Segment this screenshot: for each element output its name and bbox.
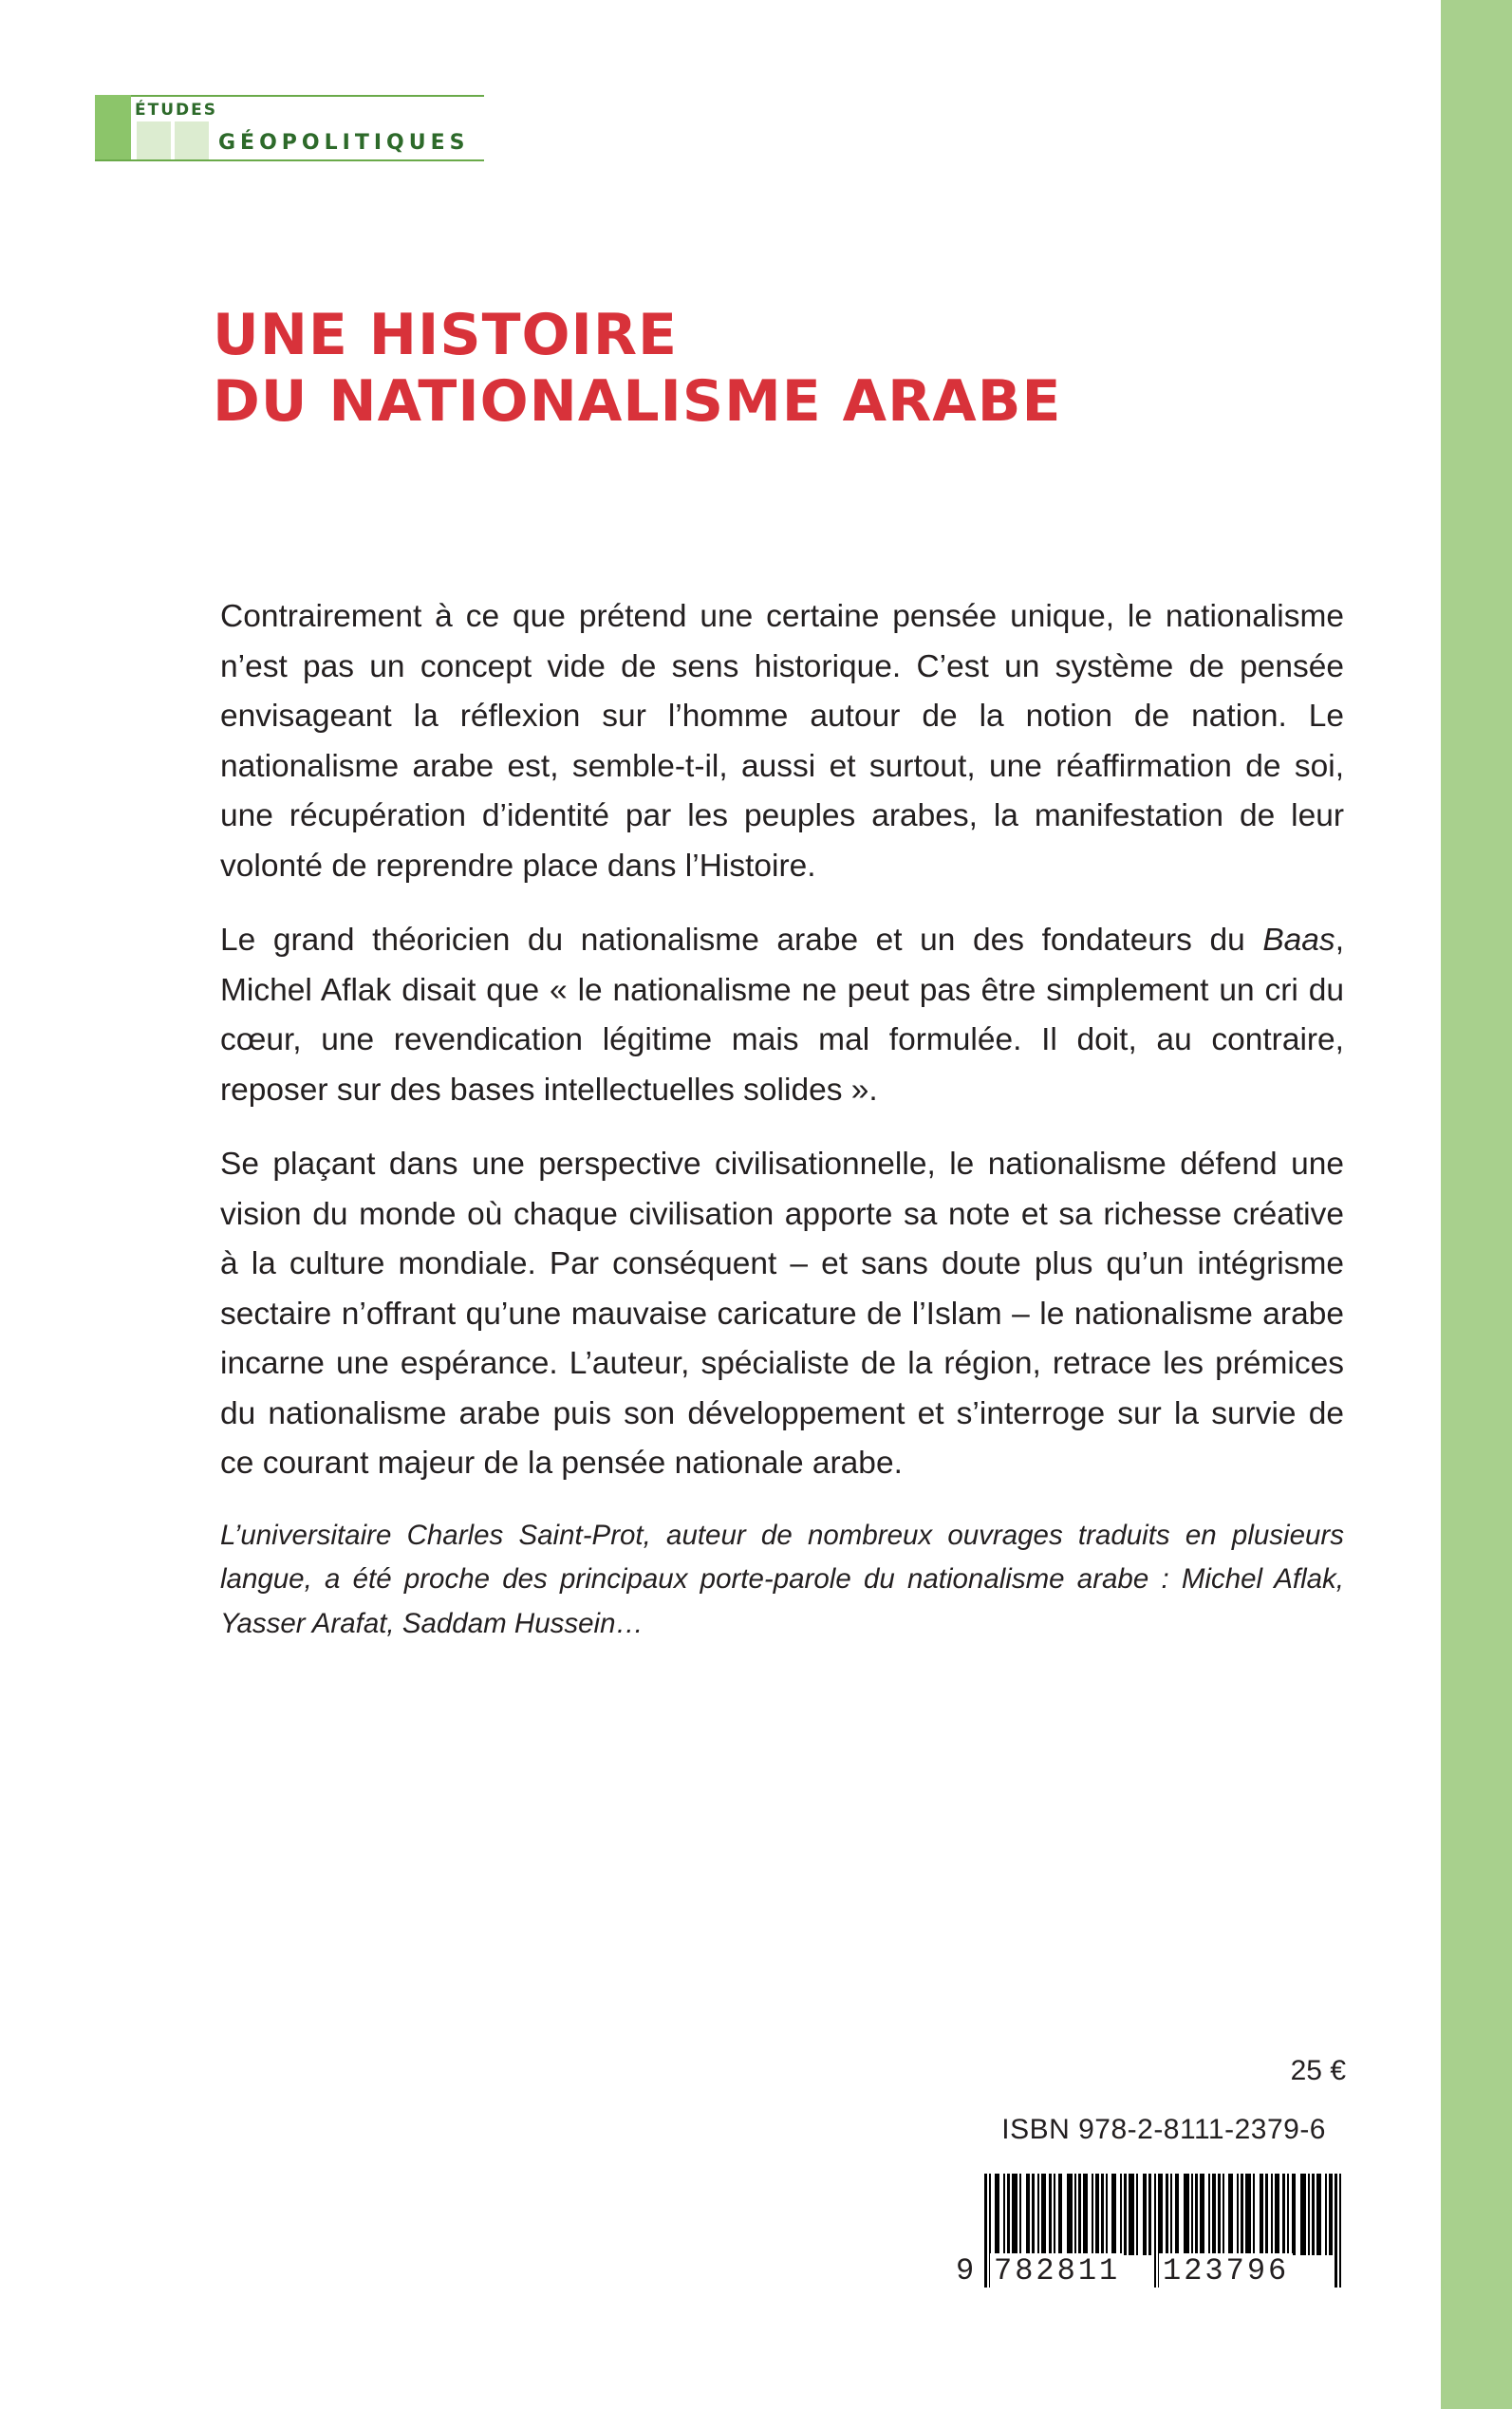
isbn-label: ISBN 978-2-8111-2379-6 — [1001, 2114, 1326, 2145]
barcode-bar — [1184, 2174, 1189, 2255]
barcode-bar — [1078, 2174, 1081, 2255]
barcode-bar — [1032, 2174, 1035, 2255]
barcode-bar — [1101, 2174, 1104, 2255]
barcode-bar — [1329, 2174, 1333, 2255]
barcode-bar — [1054, 2174, 1055, 2255]
barcode-bar — [1195, 2174, 1198, 2255]
series-name-line2: GÉOPOLITIQUES — [218, 131, 470, 155]
barcode-bar — [1129, 2174, 1134, 2255]
barcode-bar — [1003, 2174, 1005, 2255]
price-label: 25 € — [1290, 2055, 1346, 2086]
barcode-bar — [1300, 2174, 1306, 2255]
barcode-bar — [1237, 2174, 1239, 2255]
barcode-left-digits: 782811 — [990, 2253, 1124, 2288]
barcode-bar — [1245, 2174, 1251, 2255]
barcode-first-digit: 9 — [956, 2253, 978, 2288]
barcode-bar — [1316, 2174, 1321, 2255]
barcode-bar — [1223, 2174, 1224, 2255]
barcode-bar — [1292, 2174, 1296, 2255]
barcode-bar — [1124, 2174, 1127, 2255]
barcode-bar — [1175, 2174, 1179, 2255]
barcode-bar — [1170, 2174, 1172, 2255]
barcode-bar — [1191, 2174, 1193, 2255]
barcode-bar — [1143, 2174, 1147, 2255]
title-line-2: DU NATIONALISME ARABE — [213, 368, 1062, 435]
barcode-bar — [1260, 2174, 1263, 2255]
spine-color-band — [1441, 0, 1512, 2409]
barcode-bar — [1026, 2174, 1030, 2255]
barcode-bar — [1275, 2174, 1279, 2255]
barcode-bar — [1282, 2174, 1285, 2255]
blurb-paragraph-1: Contrairement à ce que prétend une certaine pensée unique, le nationalisme n’est pas un concept vide de sens historique. C’est un système de pensée envisageant la réflexion sur l’homme autour de la notion de nation. Le nationalisme arabe est, semble-t-il, aussi et surtout, une réaffirmation de soi, une récupération d’identité par les peuples arabes, la manifestation de leur volonté de reprendre place dans l’Histoire. — [220, 599, 1344, 884]
logo-block-light — [175, 121, 209, 159]
barcode-bar — [1041, 2174, 1046, 2255]
barcode-bar — [1208, 2174, 1210, 2255]
barcode-bar — [1092, 2174, 1093, 2255]
barcode-bar — [1308, 2174, 1310, 2255]
barcode-bar — [1074, 2174, 1076, 2255]
logo-rule-bottom — [95, 159, 484, 161]
barcode-bar — [1067, 2174, 1073, 2255]
logo-rule-top — [131, 95, 484, 97]
barcode-bar — [1136, 2174, 1138, 2255]
book-title — [213, 302, 1061, 435]
barcode-bar — [1148, 2174, 1151, 2255]
blurb-paragraph-2 — [220, 916, 1344, 1115]
barcode-bar — [1049, 2174, 1052, 2255]
logo-block-light — [137, 121, 171, 159]
barcode-bar — [1212, 2174, 1216, 2255]
barcode-bar — [1271, 2174, 1273, 2255]
series-logo — [95, 95, 484, 163]
barcode-bar — [1095, 2174, 1099, 2255]
barcode-bar — [1019, 2174, 1021, 2255]
barcode-bar — [1166, 2174, 1168, 2255]
barcode-bar — [1111, 2174, 1116, 2255]
barcode-digits — [952, 2253, 1349, 2288]
barcode-bar — [1228, 2174, 1233, 2255]
barcode-bar — [1106, 2174, 1108, 2255]
logo-block-dark — [95, 95, 131, 159]
barcode-bar — [1120, 2174, 1122, 2255]
barcode-bar — [1218, 2174, 1221, 2255]
barcode-right-digits: 123796 — [1159, 2253, 1293, 2288]
barcode-bar — [1058, 2174, 1062, 2255]
barcode-bar — [995, 2174, 999, 2255]
barcode-bar — [1253, 2174, 1255, 2255]
barcode-bar — [1287, 2174, 1289, 2255]
blurb-paragraph-3: Se plaçant dans une perspective civilisationnelle, le nationalisme défend une vision du monde où chaque civilisation apporte sa note et sa richesse créative à la culture mondiale. Par conséquent – et sans doute plus qu’un intégrisme sectaire n’offrant qu’une mauvaise caricature de l’Islam – le nationalisme arabe incarne une espérance. L’auteur, spécialiste de la région, retrace les prémices du nationalisme arabe puis son développement et s’interroge sur la survie de ce courant majeur de la pensée nationale arabe. — [220, 1147, 1344, 1481]
author-bio: L’universitaire Charles Saint-Prot, auteur de nombreux ouvrages traduits en plusieurs langue, a été proche des principaux porte-parole du nationalisme arabe : Michel Aflak, Yasser Arafat, Saddam Hussein… — [220, 1519, 1344, 1639]
barcode-bar — [1325, 2174, 1327, 2255]
title-line-1: UNE HISTOIRE — [213, 302, 679, 368]
barcode-bar — [1037, 2174, 1039, 2255]
series-name-line1: ÉTUDES — [135, 101, 217, 120]
barcode — [952, 2174, 1349, 2288]
barcode-bar — [1200, 2174, 1204, 2255]
barcode-bar — [1312, 2174, 1315, 2255]
barcode-bar — [1265, 2174, 1268, 2255]
barcode-bar — [1012, 2174, 1017, 2255]
back-cover-blurb — [220, 592, 1344, 1646]
barcode-bar — [1083, 2174, 1088, 2255]
baas-emphasis: Baas — [1262, 923, 1335, 958]
blurb-paragraph-2-start: Le grand théoricien du nationalisme arabe et un des fondateurs du — [220, 923, 1263, 958]
blurb-paragraph-2-end: , Michel Aflak disait que « le nationalisme ne peut pas être simplement un cri du cœur, une revendication légitime mais mal formulée. Il doit, au contraire, reposer sur des bases intellectuelles solides ». — [220, 923, 1344, 1108]
barcode-bar — [1241, 2174, 1243, 2255]
barcode-bar — [1007, 2174, 1010, 2255]
